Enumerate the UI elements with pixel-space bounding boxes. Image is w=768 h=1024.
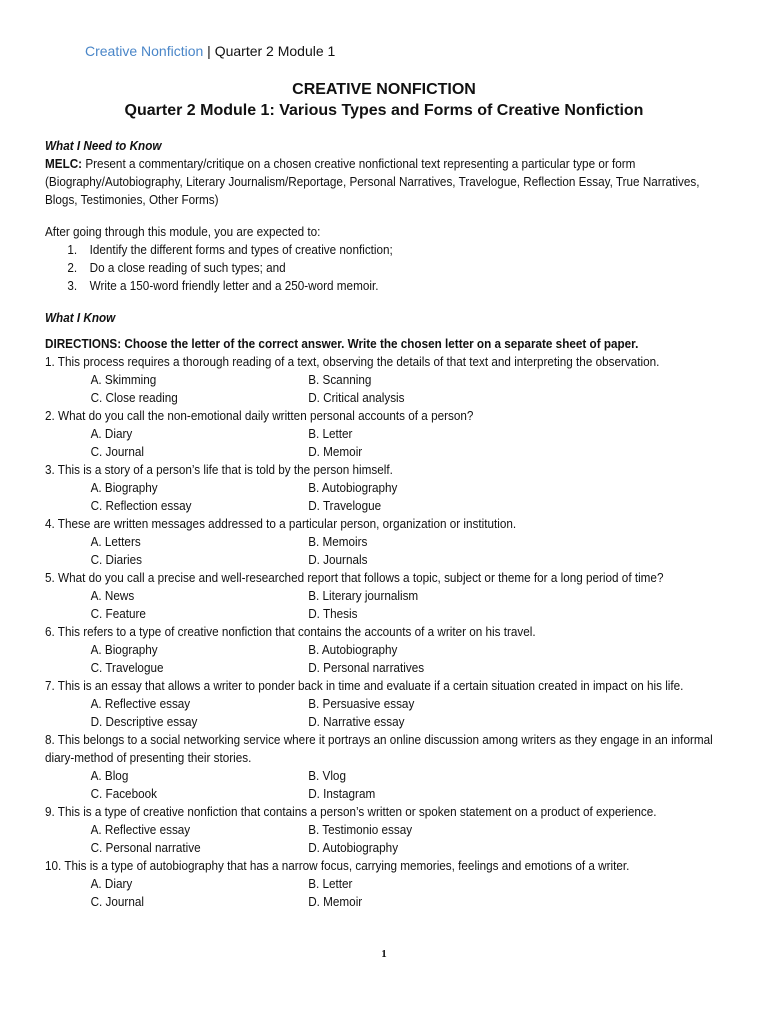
answer-choice-b: B. Autobiography <box>308 643 398 657</box>
answer-choice-c: C. Diaries <box>90 553 142 567</box>
choice-row <box>45 821 725 839</box>
question-stem: 5. What do you call a precise and well-researched report that follows a topic, subject or theme for a long period of time? <box>45 571 664 585</box>
objectives-list <box>45 241 725 295</box>
question-stem: 2. What do you call the non-emotional daily written personal accounts of a person? <box>45 409 474 423</box>
objective-text: Write a 150-word friendly letter and a 250-word memoir. <box>89 279 379 293</box>
choice-row <box>45 479 725 497</box>
answer-choice-c: C. Journal <box>90 445 144 459</box>
choice-row <box>45 533 725 551</box>
document-body <box>45 137 725 911</box>
choice-row <box>45 839 725 857</box>
page-number: 1 <box>381 948 387 960</box>
answer-choice-b: B. Persuasive essay <box>308 697 415 711</box>
choice-row <box>45 587 725 605</box>
answer-choice-d: D. Memoir <box>308 445 363 459</box>
answer-choice-b: B. Literary journalism <box>308 589 419 603</box>
melc-label: MELC: <box>45 157 83 171</box>
choice-row <box>45 497 725 515</box>
answer-choice-d: D. Autobiography <box>308 841 399 855</box>
objective-text: Do a close reading of such types; and <box>89 261 286 275</box>
melc-text: Present a commentary/critique on a chosen creative nonfictional text representing a particular type or form (Biography/Autobiography, Literary Journalism/Reportage, Personal Narratives, Travelogue, Reflection Essay, True Narratives, Blogs, Testimonies, Other Forms) <box>45 157 700 207</box>
answer-choice-b: B. Letter <box>308 427 353 441</box>
answer-choice-d: D. Personal narratives <box>308 661 425 675</box>
choice-row <box>45 695 725 713</box>
answer-choice-c: C. Facebook <box>90 787 157 801</box>
answer-choice-b: B. Autobiography <box>308 481 398 495</box>
question-list <box>45 353 725 911</box>
answer-choice-d: D. Travelogue <box>308 499 382 513</box>
section-heading-need-to-know: What I Need to Know <box>45 139 162 153</box>
answer-choice-c: C. Reflection essay <box>90 499 192 513</box>
answer-choice-c: C. Personal narrative <box>90 841 201 855</box>
objective-number: 2. <box>67 261 78 275</box>
question-item <box>45 461 725 515</box>
question-stem: 6. This refers to a type of creative nonfiction that contains the accounts of a writer on his travel. <box>45 625 536 639</box>
question-item <box>45 407 725 461</box>
answer-choice-a: A. Diary <box>90 427 133 441</box>
answer-choice-a: A. Biography <box>90 643 158 657</box>
answer-choice-d: D. Critical analysis <box>308 391 405 405</box>
choice-row <box>45 371 725 389</box>
choice-row <box>45 785 725 803</box>
answer-choice-d: D. Instagram <box>308 787 376 801</box>
section-heading-what-i-know: What I Know <box>45 311 116 325</box>
choice-row <box>45 389 725 407</box>
choice-row <box>45 659 725 677</box>
header-module: Quarter 2 Module 1 <box>214 43 336 59</box>
answer-choice-b: B. Vlog <box>308 769 346 783</box>
question-item <box>45 857 725 911</box>
choice-row <box>45 425 725 443</box>
objective-item <box>45 241 725 259</box>
objectives-intro: After going through this module, you are expected to: <box>45 225 321 239</box>
answer-choice-c: D. Descriptive essay <box>90 715 198 729</box>
question-stem: 9. This is a type of creative nonfiction that contains a person’s written or spoken statement on a product of experience. <box>45 805 657 819</box>
running-header <box>85 42 335 60</box>
question-item <box>45 353 725 407</box>
header-separator: | <box>203 43 215 59</box>
choice-row <box>45 551 725 569</box>
question-item <box>45 515 725 569</box>
answer-choice-c: C. Close reading <box>90 391 178 405</box>
objective-number: 1. <box>67 243 78 257</box>
answer-choice-c: C. Journal <box>90 895 144 909</box>
objective-item <box>45 277 725 295</box>
question-stem: 7. This is an essay that allows a writer to ponder back in time and evaluate if a certain situation created in impact on his life. <box>45 679 684 693</box>
answer-choice-b: B. Letter <box>308 877 353 891</box>
answer-choice-a: A. News <box>90 589 135 603</box>
melc-paragraph <box>45 155 725 209</box>
choice-row <box>45 875 725 893</box>
title-line-1: CREATIVE NONFICTION <box>292 81 476 98</box>
question-stem: 1. This process requires a thorough reading of a text, observing the details of that text and interpreting the observation. <box>45 355 660 369</box>
answer-choice-d: D. Journals <box>308 553 368 567</box>
choice-row <box>45 641 725 659</box>
question-stem: 10. This is a type of autobiography that has a narrow focus, carrying memories, feelings and emotions of a writer. <box>45 859 630 873</box>
question-item <box>45 569 725 623</box>
answer-choice-a: A. Biography <box>90 481 158 495</box>
choice-row <box>45 767 725 785</box>
choice-row <box>45 605 725 623</box>
question-item <box>45 677 725 731</box>
answer-choice-a: A. Letters <box>90 535 141 549</box>
question-stem: 3. This is a story of a person’s life that is told by the person himself. <box>45 463 393 477</box>
objective-item <box>45 259 725 277</box>
answer-choice-d: D. Memoir <box>308 895 363 909</box>
answer-choice-b: B. Scanning <box>308 373 372 387</box>
header-course-name: Creative Nonfiction <box>85 43 204 59</box>
answer-choice-c: C. Feature <box>90 607 146 621</box>
choice-row <box>45 893 725 911</box>
choice-row <box>45 443 725 461</box>
answer-choice-d: D. Narrative essay <box>308 715 405 729</box>
directions: DIRECTIONS: Choose the letter of the correct answer. Write the chosen letter on a separate sheet of paper. <box>45 337 639 351</box>
answer-choice-a: A. Skimming <box>90 373 157 387</box>
answer-choice-b: B. Memoirs <box>308 535 368 549</box>
title-line-2: Quarter 2 Module 1: Various Types and Forms of Creative Nonfiction <box>124 102 644 119</box>
question-item <box>45 731 725 803</box>
answer-choice-a: A. Reflective essay <box>90 823 191 837</box>
question-item <box>45 623 725 677</box>
answer-choice-b: B. Testimonio essay <box>308 823 413 837</box>
answer-choice-a: A. Blog <box>90 769 129 783</box>
answer-choice-a: A. Reflective essay <box>90 697 191 711</box>
question-stem: 4. These are written messages addressed to a particular person, organization or institution. <box>45 517 517 531</box>
question-item <box>45 803 725 857</box>
choice-row <box>45 713 725 731</box>
answer-choice-d: D. Thesis <box>308 607 358 621</box>
answer-choice-a: A. Diary <box>90 877 133 891</box>
objective-text: Identify the different forms and types of creative nonfiction; <box>89 243 393 257</box>
document-title <box>0 80 768 121</box>
question-stem: 8. This belongs to a social networking service where it portrays an online discussion among writers as they engage in an informal diary-method of presenting their stories. <box>45 733 713 765</box>
answer-choice-c: C. Travelogue <box>90 661 164 675</box>
objective-number: 3. <box>67 279 78 293</box>
